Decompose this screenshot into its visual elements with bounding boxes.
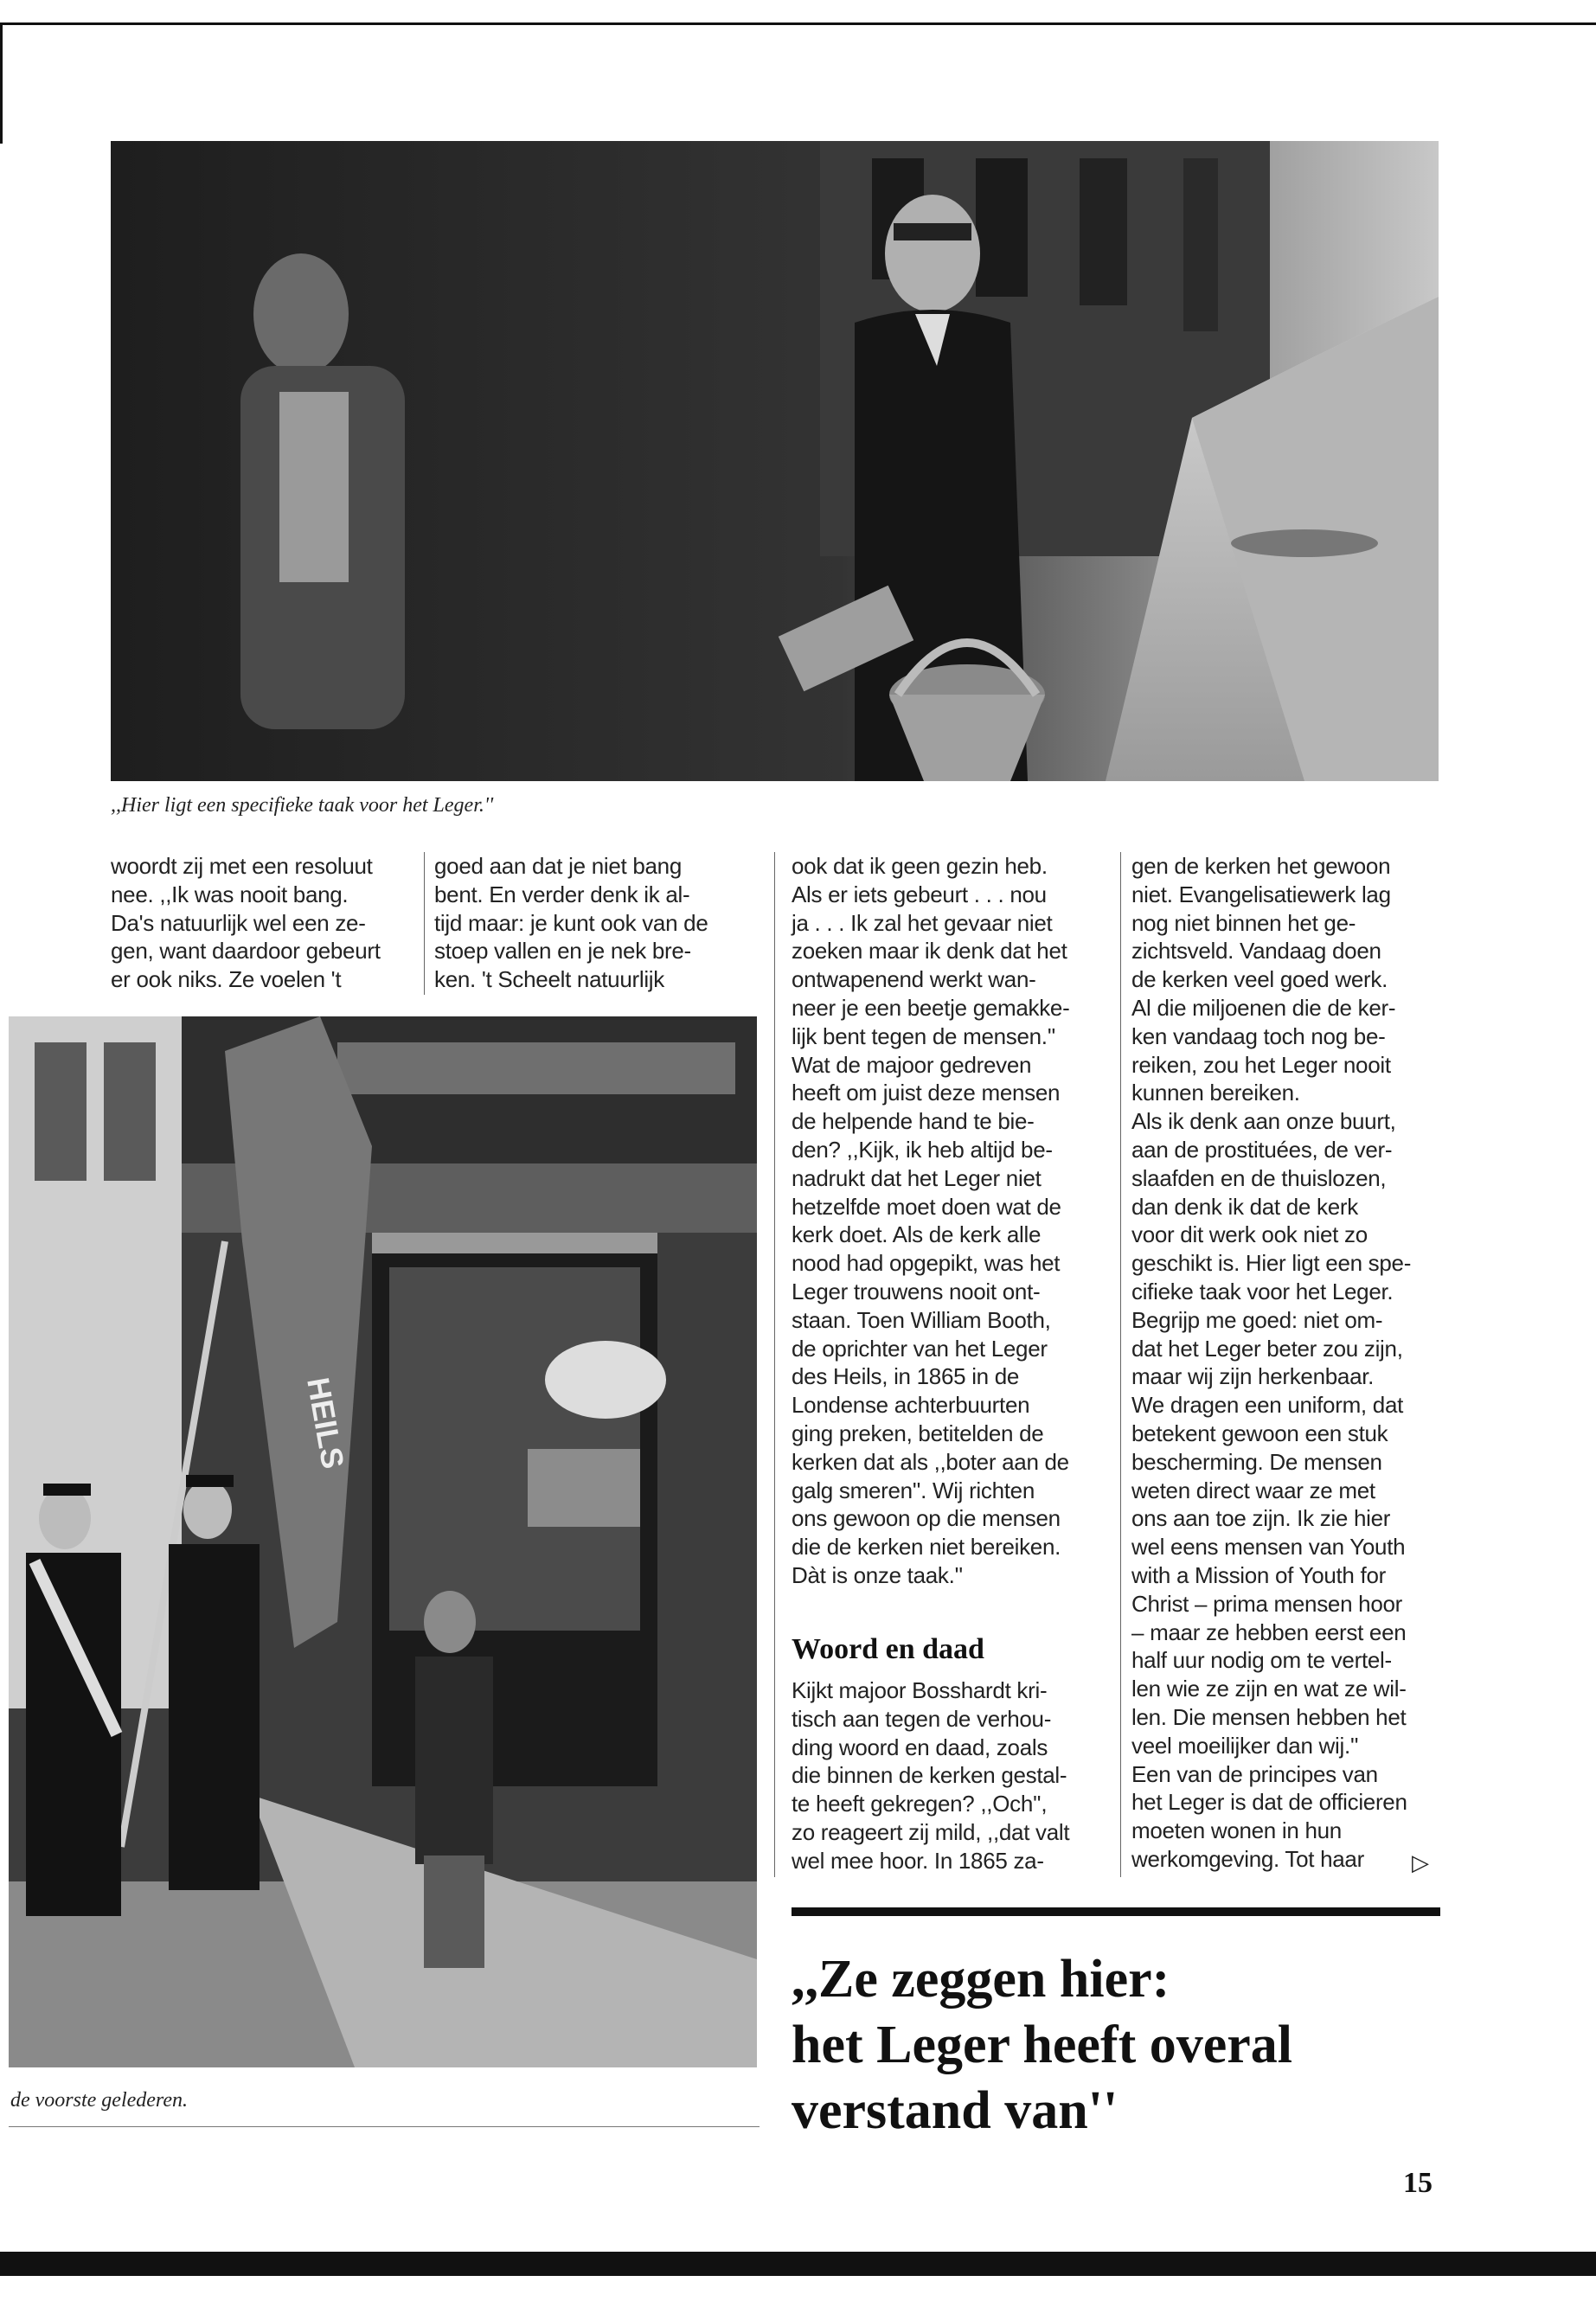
column-1: woordt zij met een resoluut nee. ,,Ik was nooit bang. Da's natuurlijk wel een ze- gen, want daardoor gebeurt er ook niks. Ze voelen 't [111, 853, 381, 993]
pull-quote: ,,Ze zeggen hier: het Leger heeft overal verstand van'' [792, 1950, 1293, 2140]
column-divider-3 [1120, 852, 1121, 1877]
bottom-caption-rule [9, 2126, 760, 2127]
bottom-bar [0, 2252, 1596, 2276]
column-divider-1 [424, 852, 425, 995]
pull-quote-rule [792, 1907, 1440, 1916]
bottom-photo-illustration [9, 1016, 757, 2067]
bottom-photo-caption: de voorste gelederen. [10, 2089, 189, 2112]
column-2: goed aan dat je niet bang bent. En verder denk ik al- tijd maar: je kunt ook van de stoep vallen en je nek bre- ken. 't Scheelt natuurlijk [434, 853, 708, 993]
left-edge-rule [0, 22, 3, 144]
page-number: 15 [1403, 2167, 1433, 2199]
bottom-photo [9, 1016, 757, 2067]
top-photo-illustration [111, 141, 1439, 781]
column-4: gen de kerken het gewoon niet. Evangelisatiewerk lag nog niet binnen het ge- zichtsveld. Vandaag doen de kerken veel goed werk. Al die miljoenen die de ker- ken vandaag toch nog be- reiken, zou het Leger nooit kunnen bereiken. Als ik denk aan onze buurt, aan de prostituées, de ver- slaafden en de thuislozen, dan denk ik dat de kerk voor dit werk ook niet zo geschikt is. Hier ligt een spe- cifieke taak voor het Leger. Begrijp me goed: niet om- dat het Leger beter zou zijn, maar wij zijn herkenbaar. We dragen een uniform, dat betekent gewoon een stuk bescherming. De mensen weten direct waar ze met ons aan toe zijn. Ik zie hier wel eens mensen van Youth with a Mission of Youth for Christ – prima mensen hoor – maar ze hebben eerst een half uur nodig om te vertel- len wie ze zijn en wat ze wil- len. Die mensen hebben het veel moeilijker dan wij.'' Een van de principes van het Leger is dat de officieren moeten wonen in hun werkomgeving. Tot haar [1131, 853, 1412, 1872]
flag-text: HEILS [300, 1375, 351, 1471]
top-photo-caption: ,,Hier ligt een specifieke taak voor het Leger.'' [111, 794, 494, 817]
top-photo [111, 141, 1439, 781]
top-rule [0, 22, 1596, 25]
column-3-continued: Kijkt majoor Bosshardt kri- tisch aan tegen de verhou- ding woord en daad, zoals die binnen de kerken gestal- te heeft gekregen? ,,Och'', zo reageert zij mild, ,,dat valt wel mee hoor. In 1865 za- [792, 1677, 1070, 1874]
subhead-woord-en-daad: Woord en daad [792, 1633, 984, 1665]
column-3: ook dat ik geen gezin heb. Als er iets gebeurt . . . nou ja . . . Ik zal het gevaar niet zoeken maar ik denk dat het ontwapenend werkt wan- neer je een beetje gemakke- lijk bent tegen de mensen.'' Wat de majoor gedreven heeft om juist deze mensen de helpende hand te bie- den? ,,Kijk, ik heb altijd be- nadrukt dat het Leger niet hetzelfde moet doen wat de kerk doet. Als de kerk alle nood had opgepikt, was het Leger trouwens nooit ont- staan. Toen William Booth, de oprichter van het Leger des Heils, in 1865 in de Londense achterbuurten ging preken, betitelden de kerken dat als ,,boter aan de galg smeren''. Wij richten ons gewoon op die mensen die de kerken niet bereiken. Dàt is onze taak.'' [792, 853, 1070, 1588]
column-divider-2 [774, 852, 775, 1877]
continue-arrow-icon: ▷ [1412, 1849, 1429, 1875]
